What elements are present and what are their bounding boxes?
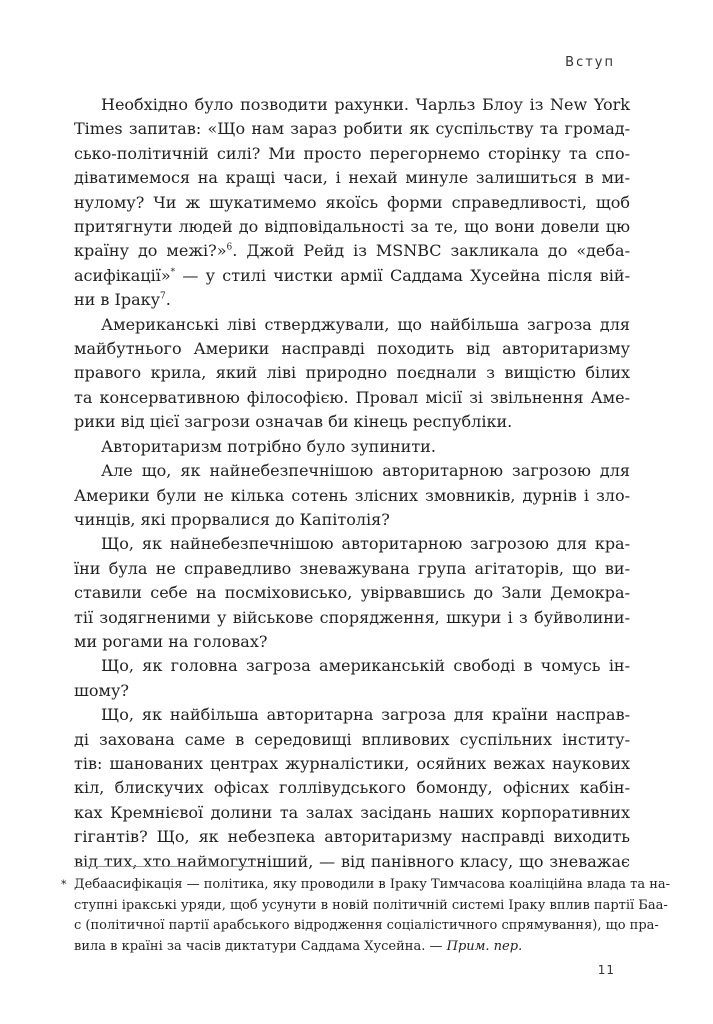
text-line: [74, 239, 630, 263]
text-line: ді захована саме в середовищі впливових суспільних інститу-: [74, 729, 630, 749]
text-line: ми рогами на головах?: [74, 631, 268, 651]
text-fragment: країну до межі?»: [74, 241, 227, 261]
text-line: тів: шанованих центрах журналістики, осяйних вежах наукових: [74, 753, 630, 773]
text-line: Американські ліві стверджували, що найбільша загроза для: [101, 314, 630, 334]
footnote-ref: 7: [160, 291, 166, 302]
text-line: притягнути людей до відповідальності за те, що вони довели цю: [74, 217, 630, 237]
text-line: сько-політичній силі? Ми просто перегорнемо сторінку та спо-: [74, 143, 630, 163]
text-line: кіл, блискучих офісах голлівудського бомонду, офісних кабін-: [74, 778, 630, 798]
text-fragment: ни в Іраку: [74, 290, 161, 310]
footnote: [61, 875, 671, 957]
text-line: від тих, хто наймогутніший, — від панівного класу, що зневажає: [74, 851, 630, 871]
text-line: Що, як найбільша авторитарна загроза для країни насправ-: [101, 705, 630, 725]
text-line: Але що, як найнебезпечнішою авторитарною загрозою для: [101, 461, 630, 481]
text-fragment: . Джой Рейд із MSNBC закликала до «дебa-: [232, 241, 631, 261]
text-line: рики від цієї загрози означав би кінець республіки.: [74, 412, 513, 432]
text-line: майбутнього Америки насправді походить від авторитаризму: [74, 339, 630, 359]
footnote-line: ступні іракські уряди, щоб усунути в новій політичній системі Іраку вплив партії Баа-: [74, 897, 668, 913]
footnote-ref: 6: [226, 243, 233, 254]
footnote-line: [74, 937, 619, 958]
text-line: ставили себе на посміховисько, увірвавшись до Зали Демокра-: [74, 583, 630, 603]
text-line: їни була не справедливо зневажувана група агітаторів, що ви-: [74, 558, 630, 578]
body-text: [74, 93, 630, 874]
text-line: тії зодягненими у військове спорядження, шкури і з буйволини-: [74, 607, 630, 627]
footnote-text: вила в країні за часів диктатури Саддама Хусейна. —: [74, 938, 447, 954]
text-line: нулому? Чи ж шукатимемо якоїсь форми справедливості, щоб: [74, 192, 630, 212]
text-line: та консервативною філософією. Провал місії зі звільнення Аме-: [74, 387, 630, 407]
text-fragment: асифікації»: [74, 265, 171, 285]
text-fragment: — у стилі чистки армії Саддама Хусейна після вій-: [175, 265, 630, 285]
text-line: Америки були не кілька сотень злісних змовників, дурнів і зло-: [74, 485, 630, 505]
footnote-line: Дебаасифікація — політика, яку проводили в Іраку Тимчасова коаліційна влада та на-: [74, 877, 671, 892]
footnote-ref: *: [170, 267, 176, 278]
text-fragment: .: [165, 290, 171, 310]
footnote-marker: *: [61, 878, 67, 891]
text-line: Авторитаризм потрібно було зупинити.: [101, 436, 436, 456]
text-line: гігантів? Що, як небезпека авторитаризму насправді виходить: [74, 827, 630, 847]
footnote-divider: [74, 866, 256, 867]
text-line: [74, 264, 630, 288]
text-line: ках Кремнієвої долини та залах засідань наших корпоративних: [74, 802, 630, 822]
text-line: [74, 288, 630, 312]
text-line: діватимемося на кращі часи, і нехай минуле залишиться в ми-: [74, 168, 630, 188]
translator-note: Прим. пер.: [446, 938, 523, 954]
page-number: 11: [597, 963, 615, 977]
text-line: Що, як головна загроза американській свободі в чомусь ін-: [101, 656, 630, 676]
text-line: Times запитав: «Що нам зараз робити як суспільству та громад-: [74, 119, 630, 139]
text-line: чинців, які прорвалися до Капітолія?: [74, 509, 390, 529]
footnote-line: с (політичної партії арабського відродження соціалістичного спрямування), що пра-: [74, 918, 659, 933]
text-line: шому?: [74, 680, 129, 700]
text-line: Що, як найнебезпечнішою авторитарною загрозою для кра-: [101, 534, 630, 554]
running-head: Вступ: [565, 55, 615, 70]
text-line: Необхідно було позводити рахунки. Чарльз Блоу із New York: [101, 95, 630, 114]
text-line: правого крила, який ліві природно поєднали з вищістю білих: [74, 363, 630, 383]
